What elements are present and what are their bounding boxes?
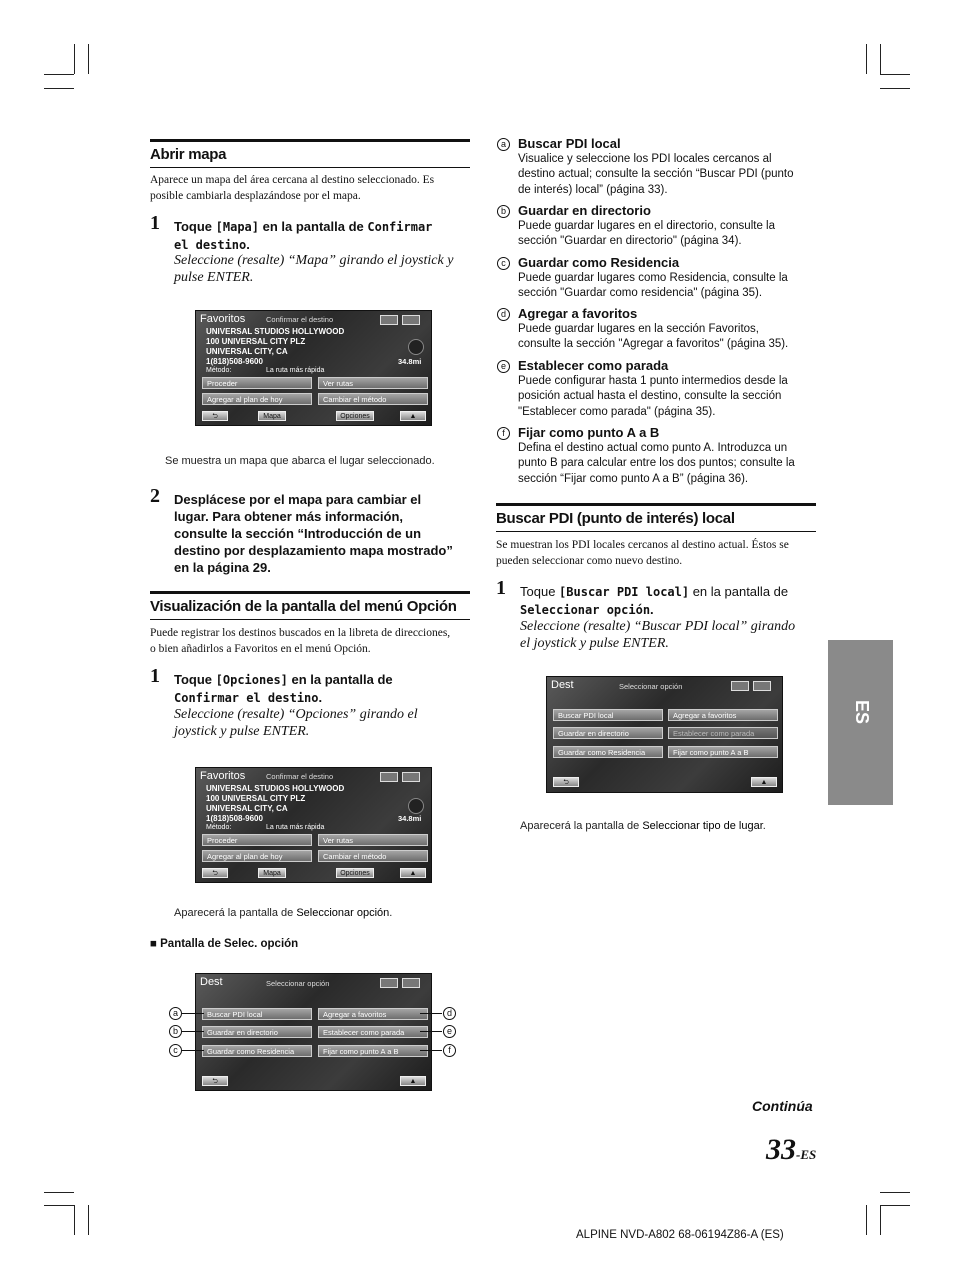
up-arrow-icon[interactable]: ▲ (751, 777, 777, 787)
address-line: UNIVERSAL STUDIOS HOLLYWOOD (206, 327, 345, 336)
text-line: "Establecer como parada" (página 35). (518, 405, 716, 418)
text-line: punto B para calcular entre los dos puntos; consulte la (518, 457, 795, 470)
callout-c: c (169, 1044, 182, 1057)
screen-title: Favoritos (200, 770, 246, 782)
crop-mark (44, 1192, 74, 1193)
text: en la pantalla de (689, 584, 789, 599)
footer-text: ALPINE NVD-A802 68-06194Z86-A (ES) (576, 1229, 784, 1241)
compass-icon (408, 798, 424, 814)
distance-value: 34.8mi (398, 357, 422, 366)
text: . (246, 237, 250, 252)
mapa-button[interactable]: Mapa (258, 868, 286, 878)
text-line: Puede registrar los destinos buscados en la libreta de direcciones, (150, 627, 451, 639)
crop-mark (44, 1205, 74, 1206)
step-instruction (174, 218, 474, 254)
page-number (766, 1133, 816, 1167)
screen-name: el destino (174, 238, 247, 252)
address-line: UNIVERSAL CITY, CA (206, 347, 288, 356)
guardar-directorio-button[interactable]: Guardar en directorio (202, 1026, 312, 1038)
up-arrow-icon[interactable]: ▲ (400, 868, 426, 878)
text-line: posible cambiarla desplazándose por el mapa. (150, 189, 361, 202)
option-title: Guardar como Residencia (518, 255, 680, 270)
text: Toque (174, 219, 216, 234)
key-label: [Opciones] (215, 673, 288, 687)
establecer-parada-button[interactable]: Establecer como parada (668, 727, 778, 739)
step-instruction (174, 671, 474, 707)
text-line: consulte la sección “Introducción de un (174, 526, 422, 541)
callout-line (182, 1050, 204, 1051)
confirm-destination-screen-2 (195, 767, 432, 883)
caption: Se muestra un mapa que abarca el lugar seleccionado. (165, 455, 435, 467)
option-title: Establecer como parada (518, 358, 669, 373)
callout-e: e (443, 1025, 456, 1038)
option-description (518, 152, 794, 198)
guardar-directorio-button[interactable]: Guardar en directorio (553, 727, 663, 739)
text: . (389, 907, 393, 919)
method-value: La ruta más rápida (266, 367, 325, 374)
screen-subtitle: Seleccionar opción (266, 979, 330, 988)
option-title: Fijar como punto A a B (518, 425, 660, 440)
proceder-button[interactable]: Proceder (202, 377, 312, 389)
text-line: lugar. Para obtener más información, (174, 509, 404, 524)
key-label: [Buscar PDI local] (559, 585, 690, 599)
text-line: sección "Guardar como residencia" (página 35). (518, 287, 763, 300)
option-description (518, 441, 795, 487)
callout-f: f (497, 427, 510, 440)
keyboard-icon[interactable] (753, 681, 771, 691)
callout-a: a (169, 1007, 182, 1020)
method-label: Método: (206, 367, 232, 374)
text-line: Se muestran los PDI locales cercanos al destino actual. Éstos se (496, 539, 789, 551)
list-icon[interactable] (380, 315, 398, 325)
text: en la pantalla de (287, 672, 393, 687)
back-icon[interactable]: ⮌ (202, 868, 228, 878)
text-line: destino actual; consulte la sección “Buscar PDI (punto (518, 168, 794, 181)
buscar-pdi-button[interactable]: Buscar PDI local (202, 1008, 312, 1020)
phone-line: 1(818)508-9600 (206, 814, 263, 823)
step-number: 2 (150, 485, 160, 507)
list-icon[interactable] (380, 978, 398, 988)
section-title-buscar-pdi: Buscar PDI (punto de interés) local (496, 503, 816, 532)
fijar-punto-button[interactable]: Fijar como punto A a B (668, 746, 778, 758)
agregar-plan-button[interactable]: Agregar al plan de hoy (202, 393, 312, 405)
callout-line (182, 1013, 204, 1014)
callout-line (420, 1013, 442, 1014)
text-line: destino por desplazamiento mapa mostrado” (174, 543, 453, 558)
text: Toque (174, 672, 216, 687)
callout-d: d (497, 308, 510, 321)
fijar-punto-button[interactable]: Fijar como punto A a B (318, 1045, 428, 1057)
section-title-visualizacion: Visualización de la pantalla del menú Opción (150, 591, 470, 620)
address-line: UNIVERSAL CITY, CA (206, 804, 288, 813)
text-line: o bien añadirlos a Favoritos en el menú Opción. (150, 642, 371, 655)
callout-b: b (497, 205, 510, 218)
screen-title: Dest (200, 976, 223, 988)
text-line: Seleccione (resalte) “Buscar PDI local” girando (520, 619, 796, 634)
text-line: Seleccione (resalte) “Opciones” girando el (174, 707, 418, 722)
guardar-residencia-button[interactable]: Guardar como Residencia (202, 1045, 312, 1057)
page-number-value: 33 (766, 1133, 796, 1166)
text: . (762, 820, 766, 832)
screen-name: Confirmar (367, 220, 433, 234)
opciones-button[interactable]: Opciones (336, 411, 374, 421)
screen-name: Seleccionar opción (296, 907, 390, 919)
text-line: sección “Fijar como punto A a B” (página 36). (518, 472, 749, 485)
text: en la pantalla de (259, 219, 368, 234)
screen-title: Favoritos (200, 313, 246, 325)
option-description (518, 374, 788, 420)
screen-subtitle: Confirmar el destino (266, 772, 334, 781)
guardar-residencia-button[interactable]: Guardar como Residencia (553, 746, 663, 758)
crop-mark (880, 74, 910, 75)
option-description (518, 322, 788, 353)
text-line: posición actual hasta el destino, consulte la sección (518, 390, 782, 403)
step-number: 1 (496, 577, 506, 599)
ver-rutas-button[interactable]: Ver rutas (318, 834, 428, 846)
continua-label: Continúa (752, 1098, 813, 1114)
crop-mark (880, 88, 910, 89)
callout-c: c (497, 257, 510, 270)
up-arrow-icon[interactable]: ▲ (400, 411, 426, 421)
agregar-favoritos-button[interactable]: Agregar a favoritos (318, 1008, 428, 1020)
option-description (518, 219, 775, 250)
ver-rutas-button[interactable]: Ver rutas (318, 377, 428, 389)
intro-text (150, 173, 475, 204)
screen-name: Confirmar el destino (174, 691, 319, 705)
step-instruction (520, 583, 820, 619)
phone-line: 1(818)508-9600 (206, 357, 263, 366)
distance-value: 34.8mi (398, 814, 422, 823)
address-line: 100 UNIVERSAL CITY PLZ (206, 337, 306, 346)
crop-mark (880, 44, 881, 74)
address-line: UNIVERSAL STUDIOS HOLLYWOOD (206, 784, 345, 793)
language-tab (828, 640, 893, 805)
back-icon[interactable]: ⮌ (553, 777, 579, 787)
crop-mark (866, 44, 867, 74)
text-line: pulse ENTER. (174, 270, 254, 285)
address-line: 100 UNIVERSAL CITY PLZ (206, 794, 306, 803)
text-line: de interés) local” (página 33). (518, 183, 668, 196)
text-line: Aparece un mapa del área cercana al destino seleccionado. Es (150, 174, 435, 186)
key-label: [Mapa] (215, 220, 259, 234)
text: Aparecerá la pantalla de (174, 907, 297, 919)
text: Aparecerá la pantalla de (520, 820, 643, 832)
language-tab-label: ES (852, 700, 872, 725)
text-line: consulte la sección "Agregar a favoritos" (página 35). (518, 338, 789, 351)
text-line: en la página 29. (174, 560, 271, 575)
intro-text (496, 538, 821, 569)
text-line: Desplácese por el mapa para cambiar el (174, 492, 422, 507)
text-line: Defina el destino actual como punto A. Introduzca un (518, 442, 788, 454)
callout-b: b (169, 1025, 182, 1038)
screen-subtitle: Seleccionar opción (619, 682, 683, 691)
select-option-screen-1 (195, 973, 432, 1091)
option-title: Buscar PDI local (518, 136, 621, 151)
text: . (650, 602, 654, 617)
text-line: Puede guardar lugares en el directorio, consulte la (518, 220, 775, 232)
proceder-button[interactable]: Proceder (202, 834, 312, 846)
agregar-plan-button[interactable]: Agregar al plan de hoy (202, 850, 312, 862)
up-arrow-icon[interactable]: ▲ (400, 1076, 426, 1086)
text-line: Puede configurar hasta 1 punto intermedios desde la (518, 375, 788, 387)
callout-line (420, 1050, 442, 1051)
screen-subtitle: Confirmar el destino (266, 315, 334, 324)
section-title-abrir-mapa: Abrir mapa (150, 139, 470, 168)
caption (520, 820, 766, 832)
crop-mark (88, 1205, 89, 1235)
page-suffix: -ES (796, 1147, 817, 1162)
crop-mark (74, 1205, 75, 1235)
step-detail (520, 618, 820, 652)
crop-mark (88, 44, 89, 74)
text-line: sección "Guardar en directorio" (página 34). (518, 235, 742, 248)
callout-a: a (497, 138, 510, 151)
text-line: Seleccione (resalte) “Mapa” girando el joystick y (174, 253, 454, 268)
text-line: Puede guardar lugares como Residencia, consulte la (518, 272, 788, 284)
option-title: Agregar a favoritos (518, 306, 638, 321)
text-line: Visualice y seleccione los PDI locales cercanos al (518, 153, 772, 165)
option-title: Guardar en directorio (518, 203, 651, 218)
back-icon[interactable]: ⮌ (202, 411, 228, 421)
cambiar-metodo-button[interactable]: Cambiar el método (318, 393, 428, 405)
crop-mark (880, 1192, 910, 1193)
keyboard-icon[interactable] (402, 978, 420, 988)
keyboard-icon[interactable] (402, 315, 420, 325)
intro-text (150, 626, 475, 657)
method-value: La ruta más rápida (266, 824, 325, 831)
compass-icon (408, 339, 424, 355)
callout-f: f (443, 1044, 456, 1057)
step-number: 1 (150, 212, 160, 234)
option-description (518, 271, 788, 302)
callout-d: d (443, 1007, 456, 1020)
crop-mark (44, 88, 74, 89)
method-label: Método: (206, 824, 232, 831)
screen-title: Dest (551, 679, 574, 691)
text: . (318, 690, 323, 705)
crop-mark (44, 74, 74, 75)
crop-mark (74, 44, 75, 74)
mapa-button[interactable]: Mapa (258, 411, 286, 421)
screen-name: Seleccionar tipo de lugar (642, 820, 763, 832)
crop-mark (880, 1205, 910, 1206)
text-line: el joystick y pulse ENTER. (520, 636, 669, 651)
text-line: pueden seleccionar como nuevo destino. (496, 554, 683, 567)
step-number: 1 (150, 665, 160, 687)
step-instruction (174, 491, 484, 576)
buscar-pdi-button[interactable]: Buscar PDI local (553, 709, 663, 721)
callout-line (182, 1031, 204, 1032)
step-detail (174, 252, 474, 286)
select-option-screen-2 (546, 676, 783, 793)
list-icon[interactable] (380, 772, 398, 782)
back-icon[interactable]: ⮌ (202, 1076, 228, 1086)
establecer-parada-button[interactable]: Establecer como parada (318, 1026, 428, 1038)
crop-mark (866, 1205, 867, 1235)
text-line: joystick y pulse ENTER. (174, 724, 310, 739)
opciones-button[interactable]: Opciones (336, 868, 374, 878)
subheading: ■ Pantalla de Selec. opción (150, 938, 299, 950)
screen-name: Seleccionar opción (520, 603, 651, 617)
text-line: Puede guardar lugares en la sección Favoritos, (518, 323, 760, 335)
caption (174, 907, 392, 919)
agregar-favoritos-button[interactable]: Agregar a favoritos (668, 709, 778, 721)
callout-line (420, 1031, 442, 1032)
step-detail (174, 706, 474, 740)
cambiar-metodo-button[interactable]: Cambiar el método (318, 850, 428, 862)
crop-mark (880, 1205, 881, 1235)
callout-e: e (497, 360, 510, 373)
text: Toque (520, 584, 560, 599)
list-icon[interactable] (731, 681, 749, 691)
keyboard-icon[interactable] (402, 772, 420, 782)
confirm-destination-screen-1 (195, 310, 432, 426)
